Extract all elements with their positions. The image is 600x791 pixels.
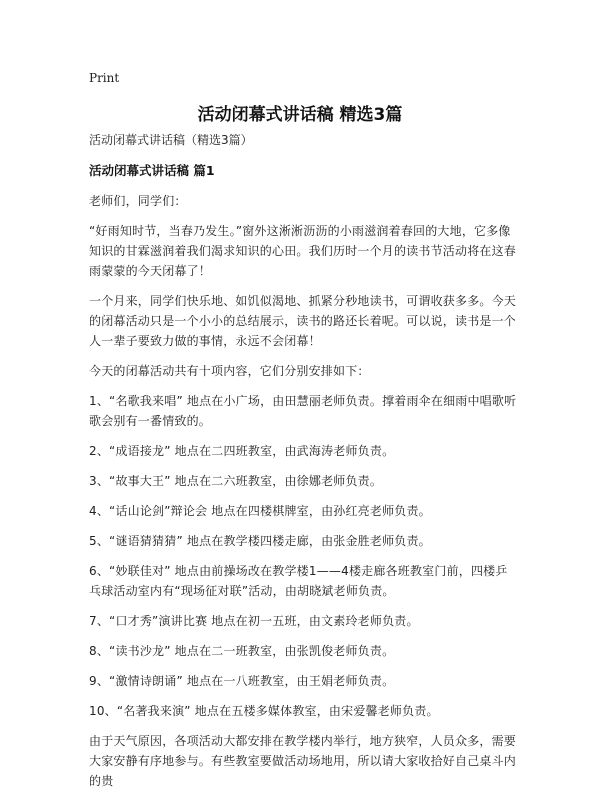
agenda-item-2: 2、“成语接龙” 地点在二四班教室，由武海涛老师负责。 [89, 444, 395, 458]
agenda-item-1: 1、“名歌我来唱” 地点在小广场，由田慧丽老师负责。撑着雨伞在细雨中唱歌听歌会别有一番情致的。 [89, 394, 517, 428]
page-title: 活动闭幕式讲话稿 精选3篇 [197, 105, 403, 125]
section-heading: 活动闭幕式讲话稿 篇1 [89, 163, 215, 178]
agenda-item-4: 4、“话山论剑”辩论会 地点在四楼棋牌室，由孙红亮老师负责。 [89, 504, 431, 518]
paragraph-summary: 一个月来，同学们快乐地、如饥似渴地、抓紧分秒地读书，可谓收获多多。今天的闭幕活动只是一个小小的总结展示，读书的路还长着呢。可以说，读书是一个人一辈子要致力做的事情，永远不会闭幕！ [89, 294, 517, 348]
agenda-item-3: 3、“故事大王” 地点在二六班教室，由徐娜老师负责。 [89, 474, 383, 488]
agenda-item-7: 7、“口才秀”演讲比赛 地点在初一五班，由文素玲老师负责。 [89, 614, 419, 628]
agenda-item-10: 10、“名著我来演” 地点在五楼多媒体教室，由宋爱馨老师负责。 [89, 704, 439, 718]
agenda-item-8: 8、“读书沙龙” 地点在二一班教室，由张凯俊老师负责。 [89, 644, 395, 658]
agenda-item-6: 6、“妙联佳对” 地点由前操场改在教学楼1——4楼走廊各班教室门前，四楼乒乓球活动室内有“现场征对联”活动，由胡晓斌老师负责。 [89, 564, 508, 598]
paragraph-greeting: 老师们，同学们： [89, 194, 187, 208]
document-subtitle: 活动闭幕式讲话稿（精选3篇） [89, 133, 253, 147]
paragraph-closing: 由于天气原因，各项活动大都安排在教学楼内举行，地方狭窄，人员众多，需要大家安静有序地参与。有些教室要做活动场地用，所以请大家收拾好自己桌斗内的贵 [89, 734, 517, 788]
paragraph-agenda-intro: 今天的闭幕活动共有十项内容，它们分别安排如下： [89, 364, 370, 378]
document-body [89, 130, 517, 791]
paragraph-intro: “好雨知时节，当春乃发生。”窗外这淅淅沥沥的小雨滋润着春回的大地，它多像知识的甘霖滋润着我们渴求知识的心田。我们历时一个月的读书节活动将在这春雨蒙蒙的今天闭幕了！ [89, 224, 517, 278]
agenda-item-5: 5、“谜语猜猜猜” 地点在教学楼四楼走廊，由张金胜老师负责。 [89, 534, 431, 548]
agenda-item-9: 9、“激情诗朗诵” 地点在一八班教室，由王娟老师负责。 [89, 674, 395, 688]
print-label: Print [89, 71, 120, 85]
